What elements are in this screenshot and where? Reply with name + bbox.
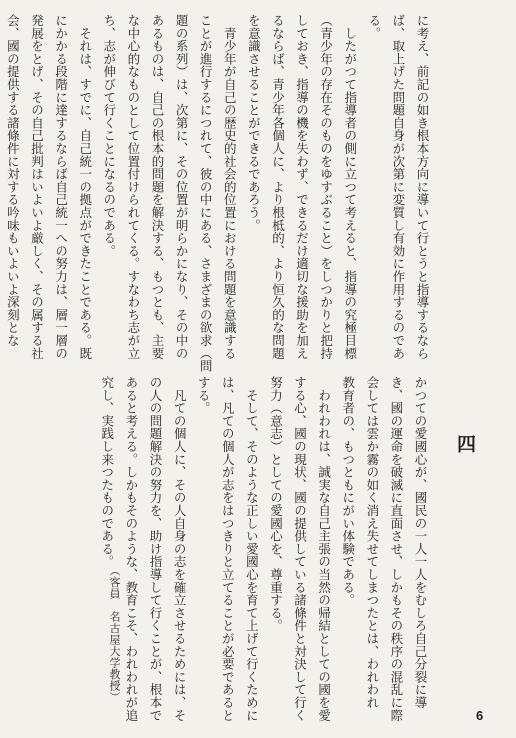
text-line: 究し、実践し来つたものである。: [99, 376, 115, 568]
text-line: する。: [196, 376, 212, 415]
text-line: 教育者の、もつともにがい体験である。: [340, 376, 356, 607]
upper-text-block: [0, 14, 434, 373]
text-line: 青少年が自己の歴史的社会的位置における問題を意識する: [222, 14, 238, 360]
text-line: ち、志が伸びて行くことになるのである。: [101, 14, 117, 258]
text-line: 会、國の提供する諸條件に対する吟味もいよいよ深刻とな: [5, 14, 21, 347]
text-line: る。: [366, 14, 382, 40]
text-line: き、國の運命を破滅に直面させ、しかもその秩序の混乱に際: [388, 376, 404, 722]
text-line: に考え、前記の如き根本方向に導いて行とうと指導するなら: [415, 14, 430, 360]
text-line: （青少年の存在そのものをゆすぶること）をしつかりと把持: [318, 14, 334, 360]
text-line: それは、すでに、自己統一の拠点ができたことである。既: [77, 14, 93, 360]
text-line: 凡ての個人に、その人自身の志を確立させるためには、そ: [172, 376, 188, 722]
text-line: 会しては雲か霧の如く消え失せてしまつたとは、われわれ: [364, 376, 380, 709]
lower-text-block: [95, 376, 432, 722]
text-line: は、凡ての個人が志をはつきりと立てることが必要であると: [220, 376, 236, 722]
text-line: する心、國の現状、國の提供している諸條件と対決して行く: [292, 376, 308, 722]
text-line: われわれは、誠実な自己主張の当然の帰結としての國を愛: [316, 376, 332, 722]
text-line: そして、そのような正しい愛國心を育て上げて行くために: [244, 376, 260, 722]
text-line: 発展をとげ、その自己批判はいよいよ厳しく、その属する社: [29, 14, 45, 360]
text-line: にかかる段階に達するならば自己統一への努力は、層一層の: [53, 14, 69, 360]
text-line: したがつて指導者の側に立つて考えると、指導の究極目標: [342, 14, 358, 360]
text-line: あると考える。しかもそのような、教育こそ、われわれが追: [123, 376, 139, 722]
text-line: の人の問題解決の努力を、助け指導して行くことが、根本で: [147, 376, 163, 722]
text-line: ば、取上げた問題自身が次第に変質し有効に作用するのであ: [390, 14, 406, 360]
page-number: 6: [476, 708, 484, 723]
author-byline: （客員 名古屋大学教授）: [108, 565, 121, 703]
section-heading: 四: [454, 434, 476, 453]
text-line: かつての愛國心が、國民の一人一人をむしろ自己分裂に導: [413, 376, 428, 709]
text-line: を意識させることができるであろう。: [246, 14, 262, 232]
text-line: るならば、青少年各個人に、より根柢的、より恒久的な問題: [270, 14, 286, 360]
text-line: 題の系列）は、次第に、その位置が明らかになり、その中の: [174, 14, 190, 360]
text-line: 努力（意志）としての愛國心を、尊重する。: [268, 376, 284, 632]
text-line: あるものは、自己の根本的問題を解決する、もつとも、主要: [149, 14, 165, 360]
text-line: ことが進行するにつれて、彼の中にある、さまざまの欲求（問: [198, 14, 214, 373]
text-line: な中心的なものとして位置付けられてくる。すなわち志が立: [125, 14, 141, 360]
text-line: しておき、指導の機を失わず、できるだけ適切な援助を加え: [294, 14, 310, 360]
